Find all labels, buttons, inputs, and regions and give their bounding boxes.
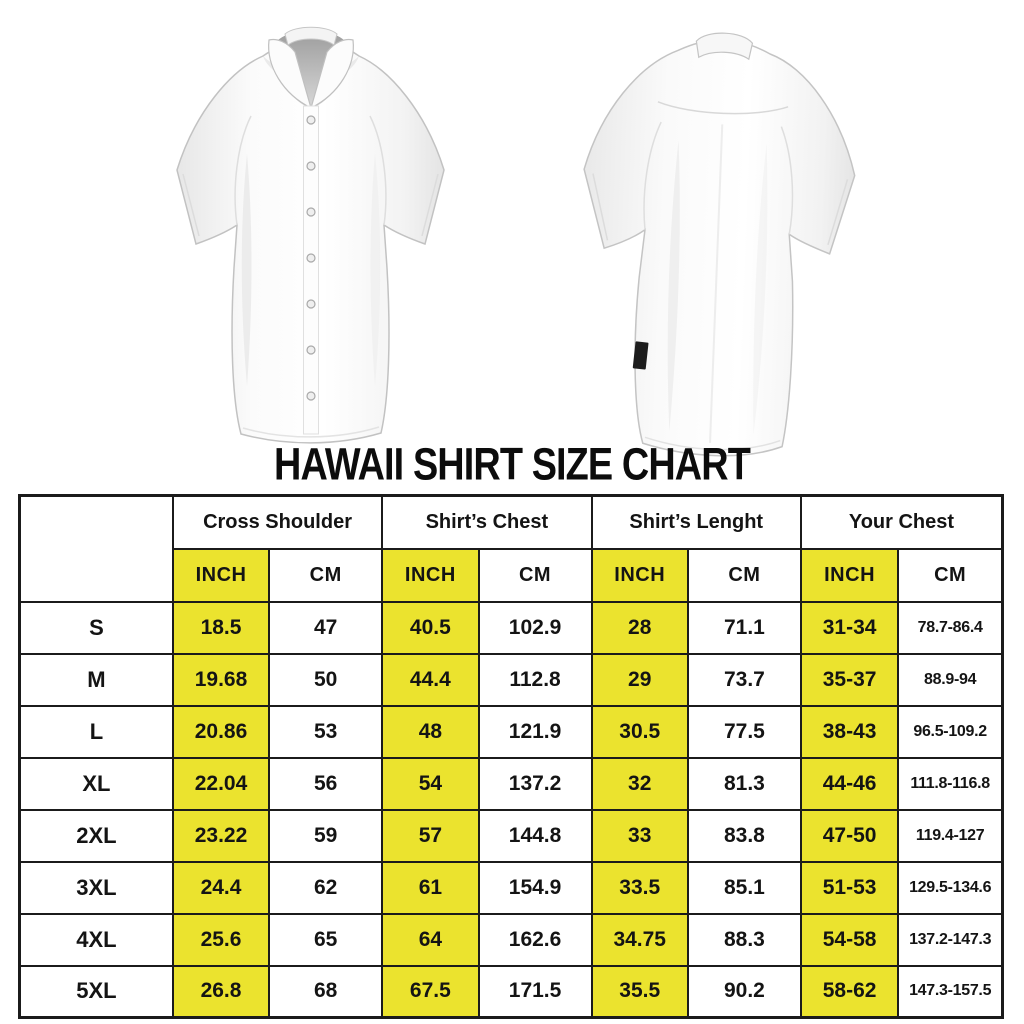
value-cell-cm: 62 (269, 862, 382, 914)
value-cell-inch: 34.75 (592, 914, 688, 966)
table-row (20, 758, 1003, 810)
table-row (20, 706, 1003, 758)
value-cell-cm: 90.2 (688, 966, 801, 1018)
value-cell-cm: 73.7 (688, 654, 801, 706)
value-cell-cm: 96.5-109.2 (898, 706, 1002, 758)
value-cell-cm: 50 (269, 654, 382, 706)
unit-header-cm: CM (898, 549, 1002, 602)
value-cell-inch: 25.6 (173, 914, 269, 966)
size-cell: 3XL (20, 862, 173, 914)
value-cell-cm: 162.6 (479, 914, 592, 966)
value-cell-inch: 64 (382, 914, 478, 966)
value-cell-inch: 38-43 (801, 706, 898, 758)
unit-header-inch: INCH (592, 549, 688, 602)
shirt-back-graphic (528, 5, 907, 465)
value-cell-cm: 137.2 (479, 758, 592, 810)
value-cell-inch: 51-53 (801, 862, 898, 914)
size-cell: 4XL (20, 914, 173, 966)
table-row (20, 966, 1003, 1018)
value-cell-inch: 57 (382, 810, 478, 862)
value-cell-cm: 121.9 (479, 706, 592, 758)
group-header-shirts-chest: Shirt’s Chest (382, 496, 591, 549)
value-cell-cm: 111.8-116.8 (898, 758, 1002, 810)
value-cell-inch: 35.5 (592, 966, 688, 1018)
group-header-cross-shoulder: Cross Shoulder (173, 496, 382, 549)
page-title: HAWAII SHIRT SIZE CHART (274, 439, 750, 491)
value-cell-inch: 61 (382, 862, 478, 914)
value-cell-inch: 54-58 (801, 914, 898, 966)
value-cell-inch: 23.22 (173, 810, 269, 862)
value-cell-inch: 40.5 (382, 602, 478, 654)
value-cell-cm: 88.9-94 (898, 654, 1002, 706)
corner-cell (20, 496, 173, 602)
value-cell-cm: 53 (269, 706, 382, 758)
value-cell-inch: 67.5 (382, 966, 478, 1018)
shirt-front-graphic (134, 4, 488, 448)
value-cell-cm: 129.5-134.6 (898, 862, 1002, 914)
size-cell: 2XL (20, 810, 173, 862)
size-cell: XL (20, 758, 173, 810)
unit-header-cm: CM (269, 549, 382, 602)
value-cell-inch: 29 (592, 654, 688, 706)
table-row (20, 914, 1003, 966)
value-cell-inch: 35-37 (801, 654, 898, 706)
unit-header-inch: INCH (382, 549, 478, 602)
shirt-back-body (573, 35, 859, 461)
value-cell-cm: 68 (269, 966, 382, 1018)
unit-header-cm: CM (688, 549, 801, 602)
value-cell-cm: 81.3 (688, 758, 801, 810)
unit-header-inch: INCH (173, 549, 269, 602)
value-cell-cm: 137.2-147.3 (898, 914, 1002, 966)
shirt-front-image (134, 4, 488, 448)
table-row (20, 810, 1003, 862)
value-cell-cm: 119.4-127 (898, 810, 1002, 862)
value-cell-inch: 33 (592, 810, 688, 862)
shirt-front-placket (304, 106, 319, 434)
value-cell-cm: 56 (269, 758, 382, 810)
size-cell: L (20, 706, 173, 758)
value-cell-inch: 19.68 (173, 654, 269, 706)
value-cell-cm: 112.8 (479, 654, 592, 706)
size-cell: S (20, 602, 173, 654)
value-cell-inch: 30.5 (592, 706, 688, 758)
value-cell-inch: 22.04 (173, 758, 269, 810)
value-cell-cm: 144.8 (479, 810, 592, 862)
value-cell-inch: 47-50 (801, 810, 898, 862)
value-cell-cm: 65 (269, 914, 382, 966)
table-row (20, 602, 1003, 654)
value-cell-inch: 32 (592, 758, 688, 810)
value-cell-cm: 88.3 (688, 914, 801, 966)
value-cell-inch: 24.4 (173, 862, 269, 914)
value-cell-inch: 54 (382, 758, 478, 810)
unit-header-cm: CM (479, 549, 592, 602)
value-cell-cm: 85.1 (688, 862, 801, 914)
value-cell-inch: 28 (592, 602, 688, 654)
group-header-row (20, 496, 1003, 549)
group-header-your-chest: Your Chest (801, 496, 1003, 549)
size-cell: 5XL (20, 966, 173, 1018)
shirt-back-image (528, 5, 907, 465)
table-row (20, 862, 1003, 914)
value-cell-cm: 102.9 (479, 602, 592, 654)
value-cell-inch: 58-62 (801, 966, 898, 1018)
value-cell-cm: 47 (269, 602, 382, 654)
value-cell-cm: 83.8 (688, 810, 801, 862)
size-cell: M (20, 654, 173, 706)
value-cell-cm: 59 (269, 810, 382, 862)
value-cell-inch: 33.5 (592, 862, 688, 914)
value-cell-cm: 77.5 (688, 706, 801, 758)
group-header-shirts-length: Shirt’s Lenght (592, 496, 801, 549)
value-cell-cm: 147.3-157.5 (898, 966, 1002, 1018)
value-cell-inch: 44.4 (382, 654, 478, 706)
value-cell-cm: 78.7-86.4 (898, 602, 1002, 654)
value-cell-cm: 171.5 (479, 966, 592, 1018)
value-cell-cm: 154.9 (479, 862, 592, 914)
size-chart-table (18, 494, 1004, 1019)
value-cell-inch: 26.8 (173, 966, 269, 1018)
value-cell-cm: 71.1 (688, 602, 801, 654)
unit-header-inch: INCH (801, 549, 898, 602)
value-cell-inch: 48 (382, 706, 478, 758)
value-cell-inch: 44-46 (801, 758, 898, 810)
value-cell-inch: 18.5 (173, 602, 269, 654)
value-cell-inch: 31-34 (801, 602, 898, 654)
value-cell-inch: 20.86 (173, 706, 269, 758)
table-row (20, 654, 1003, 706)
